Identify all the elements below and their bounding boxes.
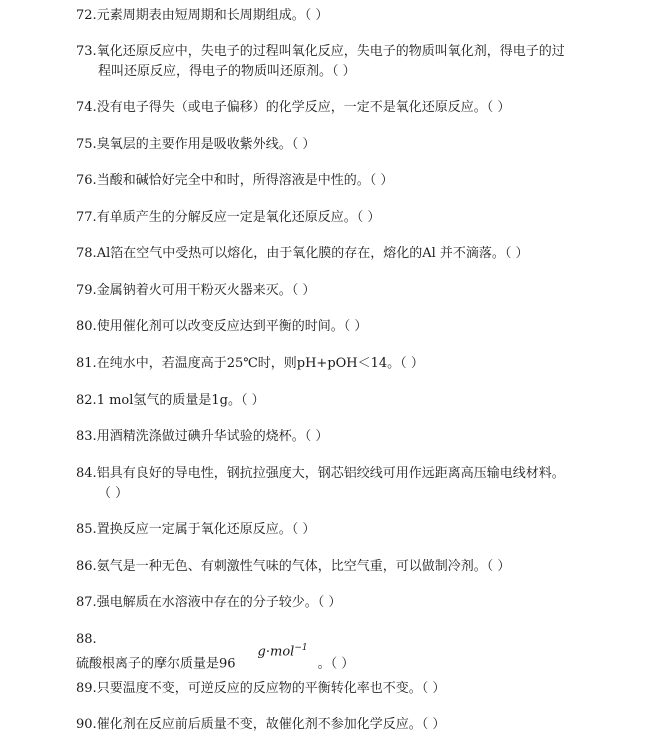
question-text-tail: 。（ ） — [317, 656, 355, 672]
question-76 — [76, 171, 636, 191]
molar-mass-unit-formula — [258, 638, 308, 662]
question-text: 催化剂在反应前后质量不变，故催化剂不参加化学反应。（ ） — [96, 717, 446, 732]
question-73 — [76, 42, 636, 82]
question-number: 85. — [76, 522, 97, 537]
question-text: 有单质产生的分解反应一定是氧化还原反应。（ ） — [96, 210, 381, 225]
question-text: 金属钠着火可用干粉灭火器来灭。（ ） — [96, 283, 316, 298]
question-77 — [76, 208, 636, 228]
question-72 — [76, 6, 636, 26]
question-text: 硫酸根离子的摩尔质量是96 — [76, 656, 236, 672]
question-81 — [76, 354, 636, 374]
question-number: 73. — [76, 44, 97, 59]
question-number: 90. — [76, 717, 97, 732]
question-78 — [76, 244, 636, 264]
question-number: 84. — [76, 466, 97, 481]
question-83 — [76, 427, 636, 447]
question-number: 88. — [76, 632, 97, 647]
question-text: 在纯水中，若温度高于25℃时，则pH+pOH＜14。（ ） — [96, 356, 424, 371]
question-text-continued: （ ） — [98, 486, 129, 501]
question-number: 89. — [76, 681, 97, 696]
question-text: 氨气是一种无色、有刺激性气味的气体，比空气重，可以做制冷剂。（ ） — [96, 559, 511, 574]
question-number: 82. — [76, 393, 97, 408]
question-text: 元素周期表由短周期和长周期组成。（ ） — [96, 8, 329, 23]
question-text: 用酒精洗涤做过碘升华试验的烧杯。（ ） — [96, 429, 329, 444]
question-number: 87. — [76, 595, 97, 610]
question-87 — [76, 593, 636, 613]
question-90 — [76, 715, 636, 735]
question-number: 81. — [76, 356, 97, 371]
question-number: 77. — [76, 210, 97, 225]
formula-base: g·mol — [257, 644, 295, 660]
formula-exponent: −1 — [294, 643, 308, 653]
question-text: 使用催化剂可以改变反应达到平衡的时间。（ ） — [96, 319, 368, 334]
question-text: 没有电子得失（或电子偏移）的化学反应，一定不是氧化还原反应。（ ） — [96, 100, 511, 115]
question-text: 当酸和碱恰好完全中和时，所得溶液是中性的。（ ） — [96, 173, 394, 188]
question-74 — [76, 98, 636, 118]
question-text-continued: 程叫还原反应，得电子的物质叫还原剂。（ ） — [98, 64, 356, 79]
question-number: 72. — [76, 8, 97, 23]
question-text: 氧化还原反应中，失电子的过程叫氧化反应，失电子的物质叫氧化剂，得电子的过 — [96, 44, 565, 59]
question-84 — [76, 464, 636, 504]
question-75 — [76, 135, 636, 155]
question-text: 臭氧层的主要作用是吸收紫外线。（ ） — [96, 137, 316, 152]
question-text: Al箔在空气中受热可以熔化，由于氧化膜的存在，熔化的Al 并不滴落。（ ） — [96, 246, 529, 261]
question-text: 只要温度不变，可逆反应的反应物的平衡转化率也不变。（ ） — [96, 681, 446, 696]
question-89 — [76, 679, 636, 699]
question-text: 1 mol氢气的质量是1g。（ ） — [96, 393, 265, 408]
question-number: 79. — [76, 283, 97, 298]
question-number: 78. — [76, 246, 97, 261]
question-number: 86. — [76, 559, 97, 574]
question-text: 铝具有良好的导电性，钢抗拉强度大，钢芯铝绞线可用作远距离高压输电线材料。 — [96, 466, 565, 481]
question-number: 75. — [76, 137, 97, 152]
question-number: 80. — [76, 319, 97, 334]
question-number: 74. — [76, 100, 97, 115]
question-80 — [76, 317, 636, 337]
question-82 — [76, 391, 636, 411]
question-86 — [76, 557, 636, 577]
question-number: 83. — [76, 429, 97, 444]
question-text: 强电解质在水溶液中存在的分子较少。（ ） — [96, 595, 342, 610]
question-79 — [76, 281, 636, 301]
question-85 — [76, 520, 636, 540]
question-number: 76. — [76, 173, 97, 188]
question-text: 置换反应一定属于氧化还原反应。（ ） — [96, 522, 316, 537]
question-88 — [76, 630, 636, 674]
